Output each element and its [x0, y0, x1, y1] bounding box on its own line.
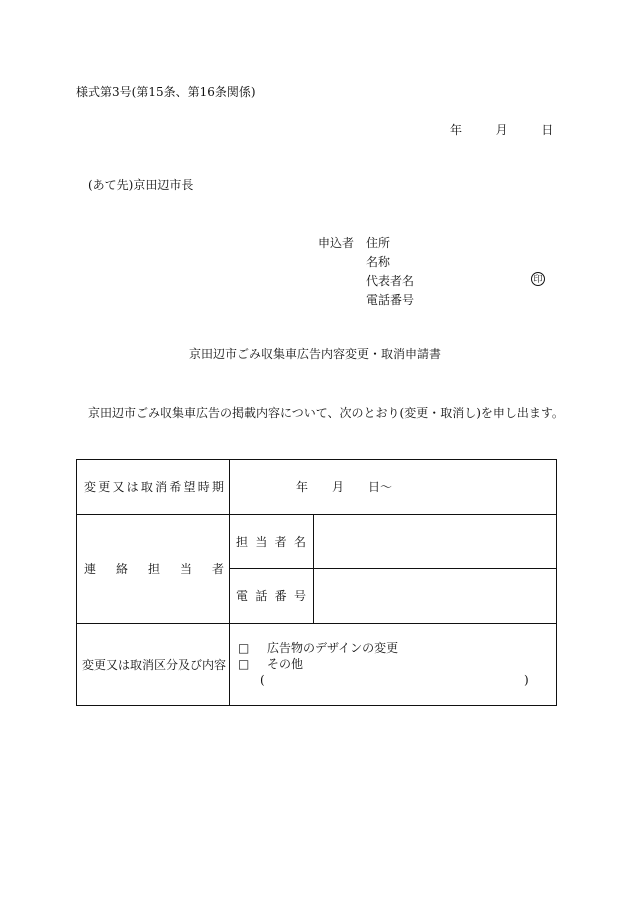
label-char: 消: [155, 480, 168, 494]
row-label-contact-person: [84, 562, 224, 576]
date-line: [450, 123, 553, 137]
option-other: [238, 657, 303, 671]
label-char: 更: [98, 480, 111, 494]
label-char: 又: [112, 480, 125, 494]
period-day: 日〜: [368, 480, 393, 494]
row-label-category: 変更又は取消区分及び内容: [82, 658, 227, 672]
option-design-change: [238, 641, 398, 655]
body-text: 京田辺市ごみ収集車広告の掲載内容について、次のとおり(変更・取消し)を申し出ます。: [88, 406, 564, 420]
label-char: 名: [293, 535, 306, 549]
period-month: 月: [332, 480, 345, 494]
form-number: 様式第3号(第15条、第16条関係): [76, 85, 256, 99]
person-name-label: [236, 535, 306, 549]
label-char: 担: [147, 562, 160, 576]
row-label-change-period: [84, 480, 224, 494]
applicant-name-label: 名称: [366, 255, 391, 269]
date-month: 月: [495, 123, 508, 137]
label-char: 話: [255, 589, 268, 603]
table-subcolumn-divider: [313, 514, 314, 624]
label-char: 取: [140, 480, 153, 494]
option-label: その他: [267, 657, 304, 671]
table-row-divider: [76, 623, 557, 624]
period-year: 年: [296, 480, 309, 494]
application-table: [76, 459, 557, 706]
label-char: 望: [183, 480, 196, 494]
table-column-divider: [229, 459, 230, 706]
table-row-divider: [76, 514, 557, 515]
applicant-address-label: 住所: [366, 236, 391, 250]
paren-close: ): [524, 673, 529, 687]
label-char: 変: [84, 480, 97, 494]
label-char: 電: [236, 589, 249, 603]
date-year: 年: [450, 123, 463, 137]
label-char: 当: [179, 562, 192, 576]
label-char: 連: [84, 562, 97, 576]
label-char: 者: [211, 562, 224, 576]
table-border-right: [556, 459, 557, 706]
label-char: 当: [255, 535, 268, 549]
label-char: 希: [169, 480, 182, 494]
option-label: 広告物のデザインの変更: [267, 641, 399, 655]
label-char: 番: [274, 589, 287, 603]
table-subrow-divider: [229, 568, 557, 569]
label-char: 者: [274, 535, 287, 549]
checkbox-icon[interactable]: □: [238, 641, 250, 655]
document-title: 京田辺市ごみ収集車広告内容変更・取消申請書: [188, 347, 441, 361]
label-char: 期: [211, 480, 224, 494]
label-char: は: [126, 480, 139, 494]
table-border-bottom: [76, 705, 557, 706]
label-char: 号: [293, 589, 306, 603]
label-char: 担: [236, 535, 249, 549]
applicant-phone-label: 電話番号: [366, 293, 415, 307]
paren-open: (: [260, 673, 265, 687]
phone-number-label: [236, 589, 306, 603]
table-border-left: [76, 459, 77, 706]
table-border-top: [76, 459, 557, 460]
applicant-representative-label: 代表者名: [366, 274, 415, 288]
seal-mark: 印: [531, 272, 545, 286]
applicant-label: 申込者: [318, 236, 355, 250]
label-char: 絡: [115, 562, 128, 576]
addressee: (あて先)京田辺市長: [88, 178, 194, 192]
label-char: 時: [197, 480, 210, 494]
date-day: 日: [541, 123, 554, 137]
checkbox-icon[interactable]: □: [238, 657, 250, 671]
